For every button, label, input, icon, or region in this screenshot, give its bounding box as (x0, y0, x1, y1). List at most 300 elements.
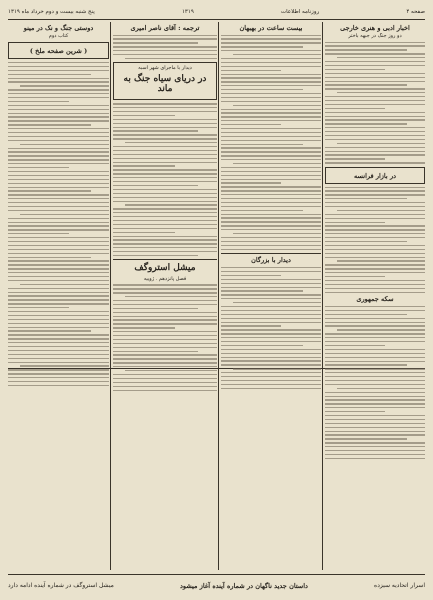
text-line (8, 132, 109, 133)
text-line (325, 399, 425, 400)
text-line (221, 132, 321, 133)
text-line (325, 154, 425, 155)
text-line (8, 311, 109, 312)
column-subheading: دو روز جنگ در جبهه باختر (348, 33, 402, 39)
page-header (8, 6, 425, 20)
text-line (221, 140, 321, 141)
text-line (8, 155, 109, 156)
text-line (113, 300, 217, 301)
text-line (8, 307, 69, 308)
text-line (221, 294, 321, 295)
text-line (8, 369, 109, 370)
text-line (20, 144, 109, 145)
text-line (113, 224, 217, 225)
text-line (113, 390, 217, 391)
text-line (221, 221, 321, 222)
text-line (113, 386, 217, 387)
text-line (325, 454, 425, 455)
text-line (113, 103, 217, 104)
text-line (325, 450, 425, 451)
article-body (8, 62, 109, 386)
text-line (8, 116, 109, 117)
text-line (20, 85, 109, 86)
text-line (8, 187, 109, 188)
text-line (8, 385, 109, 386)
text-line (325, 423, 425, 424)
text-line (221, 298, 321, 299)
text-line (8, 109, 109, 110)
text-line (221, 70, 281, 71)
text-line (8, 171, 109, 172)
text-line (8, 225, 109, 226)
text-line (221, 206, 321, 207)
text-line (113, 123, 217, 124)
text-line (113, 154, 217, 155)
text-line (8, 334, 109, 335)
text-line (113, 288, 217, 289)
text-line (325, 96, 425, 97)
text-line (113, 193, 217, 194)
text-line (221, 101, 321, 102)
text-line (8, 183, 109, 184)
text-line (113, 312, 217, 313)
text-line (221, 179, 321, 180)
column-2 (221, 22, 321, 570)
text-line (325, 268, 425, 269)
text-line (221, 384, 321, 385)
text-line (233, 163, 321, 164)
text-line (113, 251, 217, 252)
text-line (325, 257, 425, 258)
text-line (221, 388, 321, 389)
text-line (8, 190, 91, 191)
footer-center: داستان جدید ناگهان در شماره آینده آغاز میشود (179, 581, 308, 590)
text-line (125, 296, 217, 297)
boxed-heading: در بازار فرانسه (325, 167, 425, 184)
text-line (233, 302, 321, 303)
text-line (221, 144, 303, 145)
text-line (221, 81, 321, 82)
text-line (8, 330, 91, 331)
text-line (125, 142, 217, 143)
text-line (337, 92, 425, 93)
text-line (113, 107, 217, 108)
text-line (325, 77, 425, 78)
text-line (325, 198, 407, 199)
text-line (325, 100, 425, 101)
text-line (113, 243, 217, 244)
footer-left: میشل استروگف در شماره آینده ادامه دارد (8, 582, 114, 589)
text-line (221, 364, 321, 365)
text-line (325, 376, 425, 377)
text-line (221, 214, 321, 215)
text-line (325, 403, 425, 404)
text-line (8, 292, 109, 293)
text-line (325, 69, 385, 70)
text-line (325, 123, 407, 124)
text-line (8, 327, 109, 328)
text-line (221, 329, 321, 330)
text-line (233, 105, 321, 106)
text-line (113, 115, 175, 116)
text-line (221, 159, 321, 160)
text-line (221, 345, 303, 346)
column-heading: ترجمه : آقای ناصر امیری (130, 24, 200, 32)
text-line (113, 50, 217, 51)
text-line (8, 350, 109, 351)
text-line (325, 345, 385, 346)
text-line (325, 104, 425, 105)
text-line (325, 190, 425, 191)
text-line (325, 88, 425, 89)
text-line (8, 249, 109, 250)
text-line (113, 35, 217, 36)
text-line (221, 217, 321, 218)
text-line (113, 255, 198, 256)
text-line (221, 267, 321, 268)
text-line (337, 57, 425, 58)
text-line (221, 372, 321, 373)
text-line (113, 185, 198, 186)
text-line (125, 204, 217, 205)
text-line (221, 85, 321, 86)
text-line (325, 442, 425, 443)
text-line (221, 225, 321, 226)
text-line (221, 77, 321, 78)
text-line (221, 198, 321, 199)
text-line (325, 318, 425, 319)
text-line (221, 357, 321, 358)
text-line (113, 146, 217, 147)
text-line (113, 169, 217, 170)
text-line (325, 384, 425, 385)
article-body (325, 42, 425, 164)
text-line (325, 341, 425, 342)
text-line (8, 78, 109, 79)
text-line (221, 46, 303, 47)
text-line (113, 382, 217, 383)
text-line (221, 97, 321, 98)
text-line (325, 353, 425, 354)
text-line (8, 70, 109, 71)
text-line (221, 38, 321, 39)
text-line (113, 111, 217, 112)
text-line (221, 380, 321, 381)
text-line (125, 370, 217, 371)
text-line (113, 319, 217, 320)
text-line (221, 290, 303, 291)
text-line (8, 124, 91, 125)
text-line (113, 181, 217, 182)
text-line (221, 322, 321, 323)
text-line (8, 346, 109, 347)
text-line (221, 120, 321, 121)
column-subheading: کتاب دوم (48, 33, 69, 39)
text-line (221, 376, 321, 377)
text-line (113, 134, 217, 135)
column-3 (113, 22, 217, 570)
text-line (113, 374, 217, 375)
text-line (221, 186, 321, 187)
text-line (8, 206, 109, 207)
text-line (8, 202, 109, 203)
column-1 (325, 22, 425, 570)
text-line (221, 337, 321, 338)
text-line (325, 364, 407, 365)
text-line (221, 50, 321, 51)
text-line (113, 130, 198, 131)
text-line (221, 42, 321, 43)
text-line (325, 438, 407, 439)
text-line (221, 136, 321, 137)
text-line (221, 167, 321, 168)
text-line (221, 271, 321, 272)
article-body (113, 103, 217, 256)
text-line (325, 419, 425, 420)
text-line (221, 237, 321, 238)
text-line (113, 162, 217, 163)
text-line (113, 189, 217, 190)
text-line (221, 74, 321, 75)
text-line (325, 325, 425, 326)
text-line (325, 139, 425, 140)
text-line (113, 42, 198, 43)
text-line (233, 233, 321, 234)
text-line (221, 155, 321, 156)
article-body (221, 35, 321, 250)
text-line (113, 323, 217, 324)
text-line (325, 249, 425, 250)
text-line (325, 310, 425, 311)
issue-year: ۱۳۱۹ (181, 8, 194, 15)
footer-right: اسرار اتحادیه سیزده (374, 582, 425, 589)
text-line (20, 284, 109, 285)
text-line (221, 333, 321, 334)
text-line (325, 206, 425, 207)
text-line (113, 343, 217, 344)
text-line (113, 208, 217, 209)
text-line (325, 264, 425, 265)
text-line (8, 194, 109, 195)
text-line (8, 362, 109, 363)
text-line (8, 253, 109, 254)
text-line (325, 357, 425, 358)
text-line (325, 245, 425, 246)
text-line (8, 338, 109, 339)
publication-name: روزنامه اطلاعات (280, 8, 320, 15)
text-line (325, 427, 425, 428)
text-line (221, 287, 321, 288)
text-line (325, 73, 425, 74)
text-line (325, 151, 425, 152)
text-line (8, 323, 109, 324)
text-line (325, 218, 425, 219)
text-line (8, 159, 109, 160)
text-line (8, 101, 69, 102)
text-line (221, 109, 321, 110)
text-line (325, 233, 425, 234)
text-line (8, 210, 109, 211)
text-line (113, 347, 217, 348)
text-line (325, 407, 425, 408)
text-line (221, 360, 321, 361)
text-line (221, 124, 281, 125)
text-line (325, 292, 425, 293)
text-line (325, 272, 425, 273)
text-line (113, 119, 217, 120)
text-line (325, 119, 425, 120)
text-line (221, 249, 321, 250)
text-line (8, 120, 109, 121)
column-heading: سکه جمهوری (356, 295, 394, 304)
text-line (113, 228, 217, 229)
text-line (113, 127, 217, 128)
text-line (8, 179, 109, 180)
text-line (8, 175, 109, 176)
text-line (221, 241, 321, 242)
column-4 (8, 22, 109, 570)
text-line (113, 362, 217, 363)
text-line (221, 151, 321, 152)
text-line (221, 147, 321, 148)
text-line (8, 237, 109, 238)
text-line (8, 140, 109, 141)
text-line (221, 314, 321, 315)
text-line (325, 135, 425, 136)
text-line (8, 377, 109, 378)
text-line (325, 202, 425, 203)
page-footer (8, 574, 425, 596)
text-line (221, 353, 321, 354)
text-line (221, 171, 321, 172)
text-line (325, 127, 425, 128)
text-line (325, 65, 425, 66)
text-line (325, 280, 425, 281)
text-line (325, 349, 425, 350)
text-line (8, 299, 109, 300)
text-line (113, 292, 217, 293)
text-line (8, 229, 109, 230)
column-rule (110, 22, 111, 570)
text-line (325, 241, 407, 242)
text-line (8, 288, 109, 289)
text-line (221, 35, 321, 36)
boxed-heading: ( شرین صفحه ملخ ) (8, 42, 109, 59)
text-line (8, 105, 109, 106)
serial-subtitle: فصل پانزدهم . ژوییه (143, 275, 187, 282)
column-heading: اخبار ادبی و هنری خارجی (340, 24, 410, 32)
text-line (113, 165, 175, 166)
text-line (325, 380, 425, 381)
text-line (8, 74, 91, 75)
text-line (325, 431, 425, 432)
text-line (8, 272, 109, 273)
text-line (113, 201, 217, 202)
text-line (325, 276, 385, 277)
page-number: صفحه ۴ (406, 8, 425, 15)
text-line (8, 148, 109, 149)
text-line (337, 388, 425, 389)
text-line (325, 337, 425, 338)
text-line (221, 341, 321, 342)
text-line (221, 279, 321, 280)
text-line (8, 354, 109, 355)
text-line (8, 319, 109, 320)
text-line (221, 89, 303, 90)
text-line (325, 229, 425, 230)
text-line (8, 373, 109, 374)
text-line (8, 136, 109, 137)
text-line (221, 190, 321, 191)
text-line (8, 241, 109, 242)
text-line (325, 162, 425, 163)
text-line (8, 264, 109, 265)
text-line (221, 325, 281, 326)
text-line (221, 229, 321, 230)
text-line (8, 89, 109, 90)
text-line (221, 318, 321, 319)
text-line (221, 283, 321, 284)
text-line (325, 411, 385, 412)
column-heading: دیدار با بزرگان (251, 256, 291, 265)
text-line (8, 66, 109, 67)
text-line (325, 42, 425, 43)
text-line (8, 245, 109, 246)
text-line (325, 322, 425, 323)
text-line (8, 163, 109, 164)
article-separator (221, 253, 321, 254)
column-rule (322, 22, 323, 570)
text-line (221, 349, 321, 350)
text-line (113, 327, 175, 328)
text-line (113, 316, 217, 317)
text-line (125, 58, 217, 59)
text-line (325, 131, 425, 132)
text-line (8, 358, 109, 359)
boxed-headline: دیدار با ماجرای شهر اسبه در دریای سیاه جنگ به ماند (113, 62, 217, 100)
text-line (113, 212, 217, 213)
text-line (325, 415, 425, 416)
text-line (8, 381, 109, 382)
text-line (113, 38, 217, 39)
text-line (325, 187, 425, 188)
text-line (113, 308, 198, 309)
text-line (8, 151, 109, 152)
text-line (221, 128, 321, 129)
text-line (325, 237, 425, 238)
text-line (325, 222, 385, 223)
text-line (325, 108, 385, 109)
text-line (8, 218, 109, 219)
text-line (325, 45, 425, 46)
text-line (325, 53, 425, 54)
text-line (113, 216, 217, 217)
text-line (221, 62, 321, 63)
text-line (325, 253, 425, 254)
text-line (113, 220, 217, 221)
text-line (8, 128, 109, 129)
text-line (325, 284, 425, 285)
text-line (325, 288, 425, 289)
text-line (325, 112, 425, 113)
text-line (325, 396, 425, 397)
column-rule (218, 22, 219, 570)
text-line (221, 116, 321, 117)
text-line (113, 351, 198, 352)
text-line (325, 372, 425, 373)
serial-title: میشل استروگف (134, 262, 196, 273)
text-line (113, 158, 217, 159)
